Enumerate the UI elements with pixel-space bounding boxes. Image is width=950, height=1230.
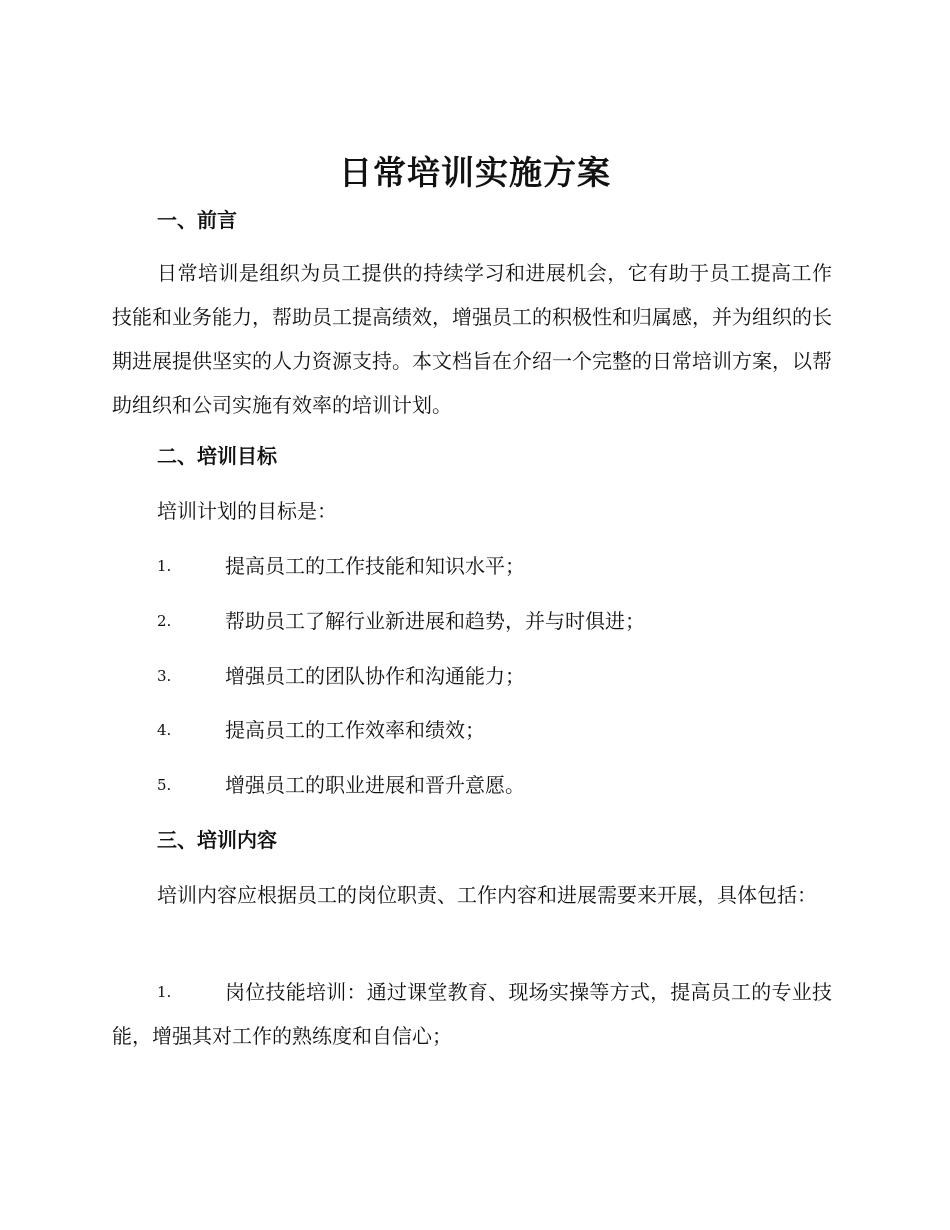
section-heading-content: 三、培训内容	[157, 828, 277, 852]
list-item-text: 提高员工的工作技能和知识水平；	[225, 554, 525, 578]
list-item	[0, 770, 950, 800]
list-item-number: 1.	[157, 557, 172, 575]
preface-paragraph: 日常培训是组织为员工提供的持续学习和进展机会，它有助于员工提高工作技能和业务能力，帮助员工提高绩效，增强员工的积极性和归属感，并为组织的长期进展提供坚实的人力资源支持。本文档旨在介绍一个完整的日常培训方案，以帮助组织和公司实施有效率的培训计划。	[112, 261, 832, 417]
document-title: 日常培训实施方案	[339, 153, 611, 192]
list-item	[0, 551, 950, 581]
content-intro-paragraph: 培训内容应根据员工的岗位职责、工作内容和进展需要来开展，具体包括：	[157, 883, 817, 907]
list-item	[112, 970, 832, 1058]
list-item	[0, 606, 950, 636]
list-item-number: 3.	[157, 667, 172, 685]
list-item	[0, 661, 950, 691]
list-item	[0, 715, 950, 745]
section-heading-preface: 一、前言	[157, 208, 237, 232]
list-item-number: 4.	[157, 721, 172, 739]
list-item-text: 提高员工的工作效率和绩效；	[225, 718, 485, 742]
list-item-number: 1.	[157, 983, 172, 1001]
list-item-text: 岗位技能培训：通过课堂教育、现场实操等方式，提高员工的专业技能，增强其对工作的熟练度和自信心；	[112, 980, 832, 1048]
goals-intro: 培训计划的目标是：	[157, 499, 337, 523]
list-item-number: 2.	[157, 612, 172, 630]
list-item-text: 增强员工的团队协作和沟通能力；	[225, 664, 525, 688]
list-item-text: 增强员工的职业进展和晋升意愿。	[225, 773, 525, 797]
list-item-text: 帮助员工了解行业新进展和趋势，并与时俱进；	[225, 609, 645, 633]
section-heading-goals: 二、培训目标	[157, 444, 277, 468]
list-item-number: 5.	[157, 776, 172, 794]
